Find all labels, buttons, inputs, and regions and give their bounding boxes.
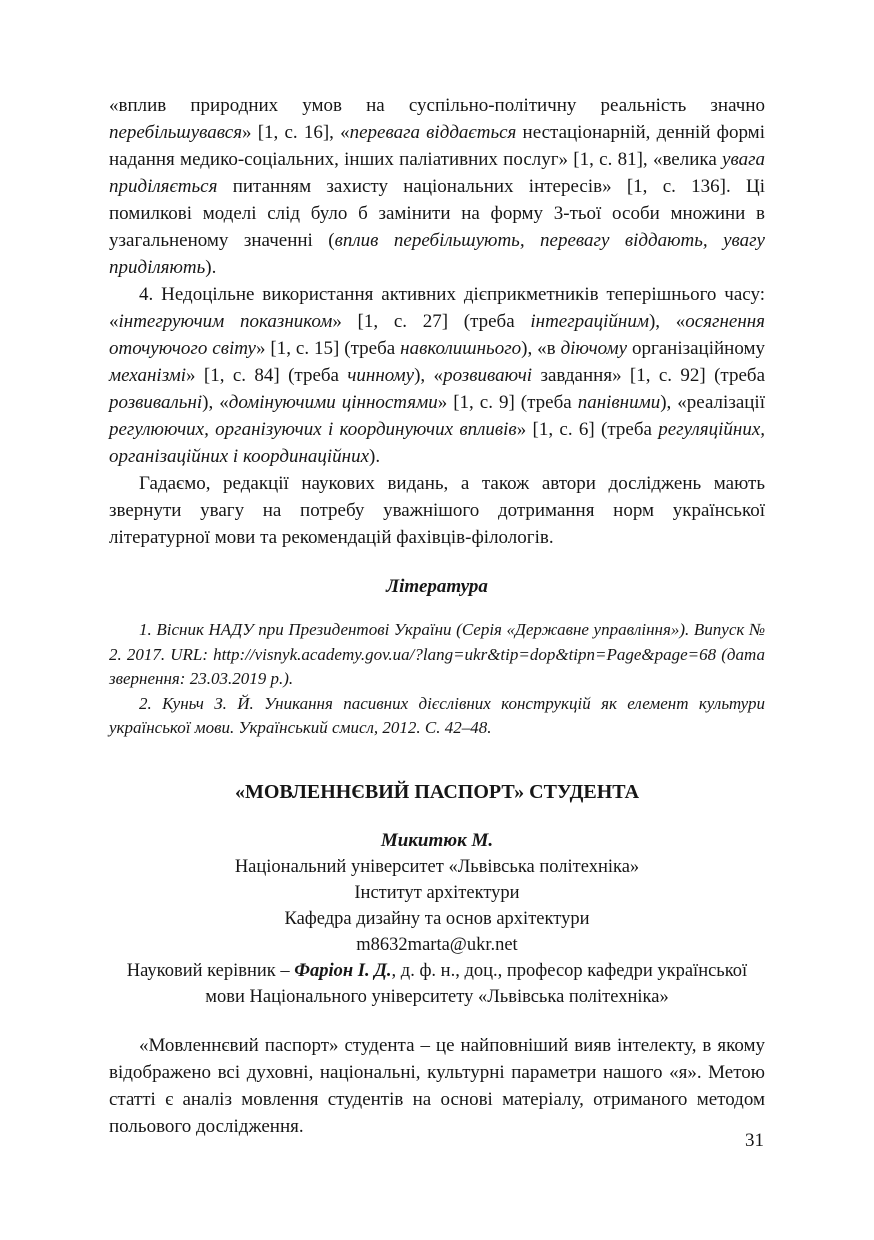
paragraph-conclusion: Гадаємо, редакції наукових видань, а також автори досліджень мають звернути увагу на потребу уважнішого дотримання норм української літературної мови та рекомендацій фахівців-філологів.: [109, 473, 765, 548]
paragraph-continuation: «вплив природних умов на суспільно-політичну реальність значно перебільшувався» [1, с. 16], «перевага віддається нестаціонарній, денній формі надання медико-соціальних, інших паліативних послуг» [1, с. 81], «велика увага приділяється питанням захисту національних інтересів» [1, с. 136]. Ці помилкові моделі слід було б замінити на форму 3-тьої особи множини в узагальненому значенні (вплив перебільшують, перевагу віддають, увагу приділяють).: [109, 95, 765, 278]
reference-item-1: 1. Вісник НАДУ при Президентові України (Серія «Державне управління»). Випуск № 2. 2017. URL: http://visnyk.academy.gov.ua/?lang=ukr&tip=dop&tipn=Page&page=68 (дата звернення: 23.03.2019 р.).: [109, 620, 765, 688]
page-number: 31: [745, 1130, 764, 1151]
article-title: «МОВЛЕННЄВИЙ ПАСПОРТ» СТУДЕНТА: [234, 780, 640, 803]
affiliation-institute: Інститут архітектури: [354, 882, 520, 903]
email-address: m8632marta@ukr.net: [356, 934, 518, 955]
paragraph-point-4: 4. Недоцільне використання активних дієприкметників теперішнього часу: «інтегруючим показником» [1, с. 27] (треба інтеграційним), «осягнення оточуючого світу» [1, с. 15] (треба навколишнього), «в діючому організаційному механізмі» [1, с. 84] (треба чинному), «розвиваючі завдання» [1, с. 92] (треба розвивальні), «домінуючими цінностями» [1, с. 9] (треба панівними), «реалізації регулюючих, організуючих і координуючих впливів» [1, с. 6] (треба регуляційних, організаційних і координаційних).: [109, 284, 766, 467]
abstract-paragraph: «Мовленнєвий паспорт» студента – це найповніший вияв інтелекту, в якому відображено всі духовні, національні, культурні параметри нашого «я». Метою статті є аналіз мовлення студентів на основі матеріалу, отриманого методом польового дослідження.: [109, 1034, 765, 1137]
text-block: [109, 92, 765, 1140]
advisor-line: Науковий керівник – Фаріон І. Д., д. ф. н., доц., професор кафедри української мови Національного університету «Львівська політехніка»: [126, 960, 748, 1007]
reference-item-2: 2. Куньч З. Й. Уникання пасивних дієслівних конструкцій як елемент культури української мови. Український смисл, 2012. С. 42–48.: [109, 693, 765, 737]
author-name: Микитюк М.: [380, 829, 494, 851]
affiliation-university: Національний університет «Львівська політехніка»: [234, 856, 640, 877]
literature-heading: Література: [386, 576, 488, 597]
affiliation-department: Кафедра дизайну та основ архітектури: [284, 908, 590, 929]
